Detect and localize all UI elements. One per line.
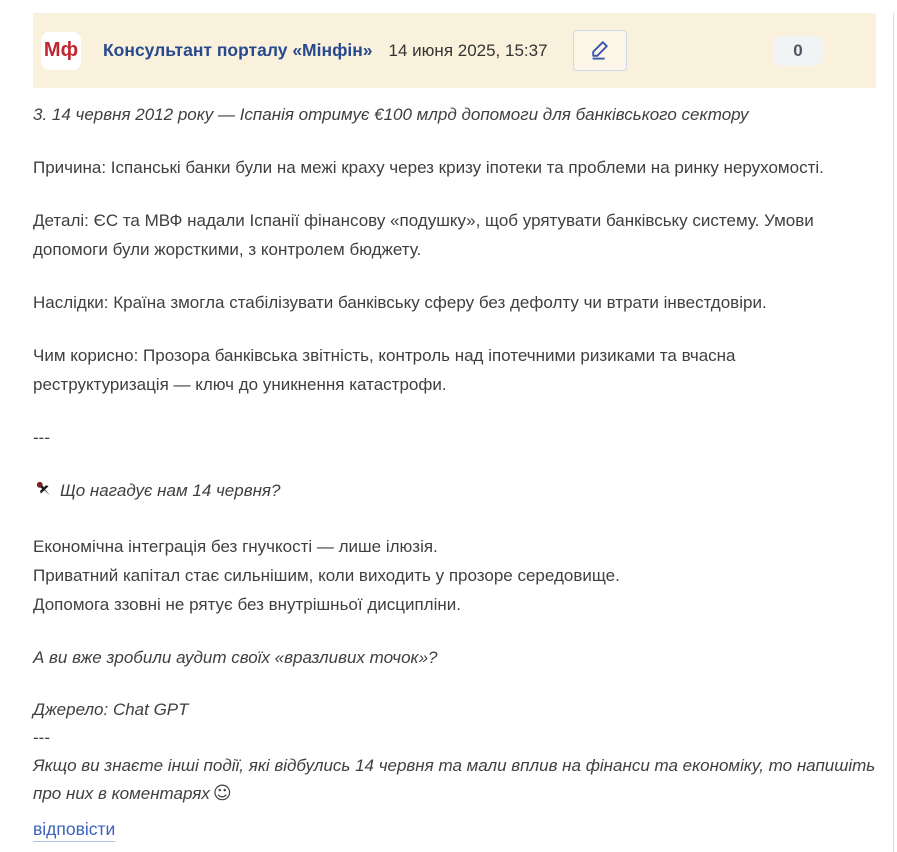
paragraph-details: Деталі: ЄС та МВФ надали Іспанії фінансову «подушку», щоб урятувати банківську систему. Умови допомоги були жорсткими, з контролем бюджету. [33,211,814,259]
lesson-line-3: Допомога ззовні не рятує без внутрішньої дисципліни. [33,595,461,614]
comment-body [33,100,876,844]
paragraph-consequences: Наслідки: Країна змогла стабілізувати банківську сферу без дефолту чи втрати інвестдовіри. [33,293,767,312]
paragraph-lessons [33,532,876,619]
divider-dashes: --- [33,428,50,447]
comment-count-value: 0 [793,40,803,60]
author-link[interactable]: Консультант порталу «Мінфін» [103,40,373,60]
paragraph-reminder-text: Що нагадує нам 14 червня? [60,481,281,500]
comment-header [33,13,876,88]
pushpin-icon [33,479,52,508]
paragraph-call-to-action [33,752,876,808]
paragraph-source: Джерело: Chat GPT [33,700,189,719]
comment-count-badge [773,36,823,66]
paragraph-question: А ви вже зробили аудит своїх «вразливих точок»? [33,648,438,667]
comment-timestamp: 14 июня 2025, 15:37 [388,40,548,60]
call-to-action-text: Якщо ви знаєте інші події, які відбулись 14 червня та мали вплив на фінанси та економіку, то напишіть про них в коментарях [33,756,876,803]
lesson-line-1: Економічна інтеграція без гнучкості — лише ілюзія. [33,537,438,556]
minfin-logo-text: Мф [43,39,79,61]
smiley-icon: ☺ [212,783,232,804]
reply-link[interactable]: відповісти [33,819,115,842]
minfin-logo[interactable] [41,32,81,70]
pencil-icon [587,36,613,65]
divider-dashes-2: --- [33,728,50,747]
edit-button[interactable] [573,30,627,71]
lesson-line-2: Приватний капітал стає сильнішим, коли виходить у прозоре середовище. [33,566,620,585]
reply-row [33,815,876,844]
paragraph-title: 3. 14 червня 2012 року — Іспанія отримує €100 млрд допомоги для банківського сектору [33,105,749,124]
comment-page [0,13,897,852]
paragraph-cause: Причина: Іспанські банки були на межі краху через кризу іпотеки та проблеми на ринку нерухомості. [33,158,824,177]
paragraph-usefulness: Чим корисно: Прозора банківська звітність, контроль над іпотечними ризиками та вчасна реструктуризація — ключ до уникнення катастрофи. [33,346,736,394]
page-right-border [893,13,894,852]
paragraph-reminder-heading [33,476,876,508]
